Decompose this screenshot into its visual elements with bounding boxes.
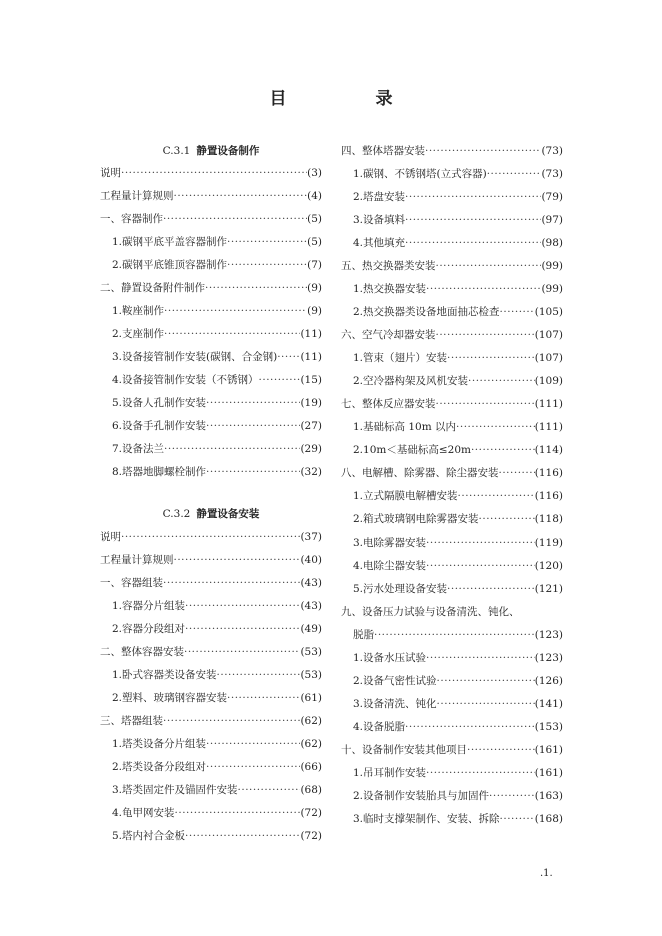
toc-entry bbox=[341, 210, 563, 230]
toc-leader-dots bbox=[205, 278, 307, 298]
toc-entry-page: (99) bbox=[541, 260, 563, 273]
toc-entry bbox=[100, 688, 322, 708]
toc-entry bbox=[100, 462, 322, 482]
toc-leader-dots bbox=[479, 509, 535, 529]
section-heading bbox=[100, 141, 322, 161]
toc-entry bbox=[100, 278, 322, 298]
toc-entry-label: 2.塔盘安装 bbox=[353, 191, 406, 204]
toc-entry-label: 说明 bbox=[100, 167, 121, 179]
toc-entry-label: 3.设备接管制作安装(碳钢、合金钢) bbox=[112, 351, 278, 364]
toc-entry-page: (97) bbox=[541, 214, 563, 227]
toc-entry-page: (62) bbox=[300, 715, 322, 728]
toc-leader-dots bbox=[174, 186, 308, 206]
toc-leader-dots bbox=[487, 164, 542, 184]
toc-leader-dots bbox=[405, 210, 541, 230]
toc-entry bbox=[341, 348, 563, 368]
toc-entry-label: 3.临时支撑架制作、安装、拆除 bbox=[353, 812, 500, 825]
toc-entry-page: (29) bbox=[300, 443, 322, 456]
toc-entry-page: (118) bbox=[534, 513, 563, 526]
toc-entry-label: 8.塔器地脚螺栓制作 bbox=[112, 466, 207, 479]
toc-entry-label: 2.塑料、玻璃钢容器安装 bbox=[112, 692, 228, 705]
page-number: .1. bbox=[540, 868, 553, 879]
toc-entry bbox=[100, 642, 322, 662]
toc-entry bbox=[341, 602, 563, 622]
toc-leader-dots bbox=[185, 619, 300, 639]
toc-entry-label: 2.热交换器类设备地面抽芯检查 bbox=[353, 306, 500, 319]
toc-entry-label: 四、整体塔器安装 bbox=[341, 145, 425, 157]
toc-entry bbox=[341, 556, 563, 576]
toc-entry-label: 4.其他填充 bbox=[353, 237, 406, 250]
section-number: C.3.2 bbox=[162, 508, 191, 520]
toc-entry-label: 3.电除雾器安装 bbox=[353, 536, 427, 549]
toc-entry-label: 1.管束（翅片）安装 bbox=[353, 352, 448, 365]
toc-entry-page: (49) bbox=[300, 623, 322, 636]
toc-entry-label: 2.设备制作安装胎具与加固件 bbox=[353, 789, 490, 802]
toc-leader-dots bbox=[447, 579, 535, 599]
toc-entry-label: 一、容器制作 bbox=[100, 213, 163, 226]
toc-entry-label: 1.热交换器安装 bbox=[353, 283, 427, 296]
toc-entry-page: (73) bbox=[541, 168, 563, 181]
toc-leader-dots bbox=[447, 348, 535, 368]
toc-entry-page: (11) bbox=[300, 328, 322, 341]
toc-entry bbox=[341, 579, 563, 599]
toc-entry-page: (72) bbox=[300, 830, 322, 843]
toc-entry-page: (111) bbox=[534, 398, 563, 411]
toc-entry-page: (19) bbox=[300, 397, 322, 410]
toc-entry-page: (37) bbox=[300, 531, 322, 543]
toc-entry bbox=[341, 371, 563, 391]
toc-leader-dots bbox=[426, 763, 535, 783]
toc-entry-label: 6.设备手孔制作安装 bbox=[112, 420, 207, 433]
toc-entry bbox=[341, 187, 563, 207]
toc-entry bbox=[341, 786, 563, 806]
toc-leader-dots bbox=[185, 826, 300, 846]
toc-entry-page: (43) bbox=[300, 577, 322, 590]
toc-entry bbox=[100, 347, 322, 367]
toc-entry-label: 2.箱式玻璃钢电除雾器安装 bbox=[353, 513, 479, 526]
toc-leader-dots bbox=[164, 324, 300, 344]
toc-entry-page: (116) bbox=[534, 467, 563, 480]
toc-entry-page: (43) bbox=[300, 600, 322, 613]
toc-entry bbox=[341, 279, 563, 299]
toc-entry-label: 十、设备制作安装其他项目 bbox=[341, 743, 467, 756]
toc-entry-page: (123) bbox=[534, 651, 563, 664]
toc-entry-page: (111) bbox=[534, 421, 563, 434]
toc-leader-dots bbox=[405, 717, 535, 737]
toc-entry-page: (3) bbox=[307, 167, 322, 179]
toc-leader-dots bbox=[227, 255, 307, 275]
toc-entry bbox=[100, 370, 322, 390]
toc-entry-label: 4.设备接管制作安装（不锈钢） bbox=[112, 374, 259, 387]
toc-leader-dots bbox=[163, 209, 307, 229]
toc-entry bbox=[100, 803, 322, 823]
toc-entry-label: 二、整体容器安装 bbox=[100, 646, 184, 659]
toc-entry-label: 7.设备法兰 bbox=[112, 443, 165, 456]
toc-entry bbox=[341, 763, 563, 783]
toc-entry-label: 脱脂 bbox=[353, 628, 374, 641]
toc-entry bbox=[341, 302, 563, 322]
toc-entry bbox=[100, 324, 322, 344]
page-title: 目 录 bbox=[269, 89, 429, 109]
toc-entry-label: 一、容器组装 bbox=[100, 577, 163, 590]
toc-entry-page: (4) bbox=[307, 190, 322, 203]
toc-entry-label: 二、静置设备附件制作 bbox=[100, 282, 205, 295]
toc-leader-dots bbox=[426, 556, 535, 576]
toc-entry-page: (126) bbox=[534, 674, 563, 687]
toc-entry-label: 2.空冷器构架及风机安装 bbox=[353, 375, 469, 388]
toc-entry bbox=[341, 486, 563, 506]
toc-leader-dots bbox=[217, 665, 301, 685]
toc-entry bbox=[100, 393, 322, 413]
toc-entry-label: 5.塔内衬合金板 bbox=[112, 830, 186, 843]
toc-entry bbox=[341, 671, 563, 691]
toc-leader-dots bbox=[206, 462, 300, 482]
toc-entry-page: (114) bbox=[534, 444, 563, 457]
toc-entry bbox=[100, 416, 322, 436]
toc-entry-label: 工程量计算规则 bbox=[100, 190, 174, 203]
toc-entry bbox=[100, 439, 322, 459]
toc-entry-label: 1.碳钢平底平盖容器制作 bbox=[112, 236, 228, 249]
toc-entry-page: (68) bbox=[300, 784, 322, 797]
toc-entry-page: (109) bbox=[534, 375, 563, 388]
toc-entry-page: (99) bbox=[541, 283, 563, 296]
toc-entry-label: 1.立式隔膜电解槽安装 bbox=[353, 490, 458, 503]
toc-entry-page: (5) bbox=[307, 236, 322, 249]
toc-leader-dots bbox=[426, 279, 541, 299]
toc-entry-page: (62) bbox=[300, 738, 322, 751]
toc-entry-label: 3.设备填料 bbox=[353, 214, 406, 227]
toc-entry bbox=[341, 463, 563, 483]
toc-entry-label: 3.设备清洗、钝化 bbox=[353, 697, 437, 710]
toc-leader-dots bbox=[436, 394, 535, 414]
toc-leader-dots bbox=[277, 347, 300, 367]
toc-leader-dots bbox=[206, 757, 300, 777]
toc-entry-label: 3.塔类固定件及锚固件安装 bbox=[112, 784, 238, 797]
toc-entry bbox=[341, 509, 563, 529]
toc-entry-page: (116) bbox=[534, 490, 563, 503]
toc-entry-page: (73) bbox=[541, 145, 563, 157]
toc-entry-label: 4.龟甲网安装 bbox=[112, 807, 175, 820]
toc-entry-page: (7) bbox=[307, 259, 322, 272]
toc-leader-dots bbox=[184, 642, 300, 662]
toc-entry-label: 九、设备压力试验与设备清洗、钝化、 bbox=[341, 605, 520, 618]
toc-leader-dots bbox=[426, 648, 535, 668]
toc-entry-page: (27) bbox=[300, 420, 322, 433]
toc-leader-dots bbox=[436, 256, 542, 276]
toc-leader-dots bbox=[456, 417, 535, 437]
toc-entry-label: 1.容器分片组装 bbox=[112, 600, 186, 613]
toc-entry-page: (161) bbox=[534, 743, 563, 756]
toc-entry-page: (79) bbox=[541, 191, 563, 204]
toc-entry-label: 1.卧式容器类设备安装 bbox=[112, 669, 217, 682]
toc-entry-page: (123) bbox=[534, 628, 563, 641]
toc-leader-dots bbox=[468, 371, 535, 391]
toc-entry-label: 七、整体反应器安装 bbox=[341, 398, 436, 411]
toc-entry-label: 1.设备水压试验 bbox=[353, 651, 427, 664]
toc-entry-label: 五、热交换器类安装 bbox=[341, 260, 436, 273]
toc-entry bbox=[100, 665, 322, 685]
toc-leader-dots bbox=[467, 740, 535, 760]
toc-entry bbox=[341, 740, 563, 760]
section-number: C.3.1 bbox=[162, 145, 191, 157]
toc-leader-dots bbox=[500, 809, 535, 829]
toc-leader-dots bbox=[405, 233, 541, 253]
toc-entry-page: (120) bbox=[534, 559, 563, 572]
section-title: 静置设备安装 bbox=[196, 508, 260, 520]
toc-entry-label: 1.鞍座制作 bbox=[112, 305, 165, 318]
toc-entry-label: 1.基础标高 10m 以内 bbox=[353, 421, 457, 434]
toc-entry-page: (153) bbox=[534, 720, 563, 733]
toc-entry bbox=[100, 255, 322, 275]
toc-entry-page: (15) bbox=[300, 374, 322, 387]
toc-leader-dots bbox=[405, 187, 541, 207]
toc-entry-page: (53) bbox=[300, 646, 322, 659]
toc-entry-label: 三、塔器组装 bbox=[100, 715, 163, 728]
toc-entry-page: (9) bbox=[307, 305, 322, 318]
toc-leader-dots bbox=[175, 803, 301, 823]
toc-entry bbox=[341, 164, 563, 184]
toc-leader-dots bbox=[206, 416, 300, 436]
toc-entry-label: 2.10m＜基础标高≤20m bbox=[353, 444, 471, 457]
toc-leader-dots bbox=[206, 734, 300, 754]
toc-entry bbox=[100, 527, 322, 547]
toc-entry-label: 八、电解槽、除雾器、除尘器安装 bbox=[341, 467, 499, 480]
toc-entry-page: (119) bbox=[534, 536, 563, 549]
toc-entry bbox=[341, 440, 563, 460]
toc-leader-dots bbox=[164, 439, 300, 459]
toc-entry-page: (11) bbox=[300, 351, 322, 364]
toc-entry bbox=[341, 648, 563, 668]
toc-entry-label: 1.塔类设备分片组装 bbox=[112, 738, 207, 751]
toc-entry-label: 2.碳钢平底锥顶容器制作 bbox=[112, 259, 228, 272]
toc-entry bbox=[100, 550, 322, 570]
toc-leader-dots bbox=[227, 232, 307, 252]
toc-entry-page: (161) bbox=[534, 766, 563, 779]
toc-leader-dots bbox=[437, 694, 535, 714]
toc-entry-label: 2.设备气密性试验 bbox=[353, 674, 437, 687]
toc-entry bbox=[100, 186, 322, 206]
toc-entry-page: (98) bbox=[541, 237, 563, 250]
toc-entry-label: 5.污水处理设备安装 bbox=[353, 582, 448, 595]
toc-entry-page: (40) bbox=[300, 554, 322, 567]
toc-leader-dots bbox=[426, 533, 535, 553]
toc-entry bbox=[100, 711, 322, 731]
toc-entry bbox=[100, 826, 322, 846]
toc-entry-label: 4.设备脱脂 bbox=[353, 720, 406, 733]
toc-entry-label: 2.容器分段组对 bbox=[112, 623, 186, 636]
toc-entry-label: 1.碳钢、不锈钢塔(立式容器) bbox=[353, 168, 487, 181]
toc-entry-page: (141) bbox=[534, 697, 563, 710]
toc-entry bbox=[341, 325, 563, 345]
toc-entry bbox=[100, 301, 322, 321]
toc-leader-dots bbox=[163, 711, 300, 731]
toc-entry bbox=[100, 209, 322, 229]
toc-leader-dots bbox=[499, 463, 535, 483]
toc-entry bbox=[341, 417, 563, 437]
toc-leader-dots bbox=[121, 163, 307, 183]
toc-entry-page: (5) bbox=[307, 213, 322, 226]
toc-leader-dots bbox=[164, 301, 307, 321]
toc-entry-page: (107) bbox=[534, 329, 563, 342]
toc-entry bbox=[341, 256, 563, 276]
toc-entry bbox=[100, 757, 322, 777]
toc-entry bbox=[341, 141, 563, 161]
toc-entry bbox=[100, 780, 322, 800]
toc-entry-page: (163) bbox=[534, 789, 563, 802]
toc-entry bbox=[100, 573, 322, 593]
toc-entry bbox=[100, 163, 322, 183]
toc-entry-label: 2.塔类设备分段组对 bbox=[112, 761, 207, 774]
section-heading bbox=[100, 504, 322, 524]
toc-entry-page: (9) bbox=[307, 282, 322, 295]
toc-entry-label: 说明 bbox=[100, 531, 121, 543]
toc-entry bbox=[341, 717, 563, 737]
toc-entry-page: (107) bbox=[534, 352, 563, 365]
toc-entry bbox=[341, 533, 563, 553]
toc-entry-label: 2.支座制作 bbox=[112, 328, 165, 341]
toc-entry bbox=[341, 625, 563, 645]
toc-leader-dots bbox=[489, 786, 535, 806]
toc-entry-page: (61) bbox=[300, 692, 322, 705]
toc-entry bbox=[100, 619, 322, 639]
toc-leader-dots bbox=[500, 302, 535, 322]
toc-entry bbox=[341, 394, 563, 414]
toc-leader-dots bbox=[238, 780, 301, 800]
toc-entry bbox=[100, 596, 322, 616]
toc-leader-dots bbox=[437, 671, 535, 691]
toc-entry-page: (72) bbox=[300, 807, 322, 820]
toc-entry-page: (105) bbox=[534, 306, 563, 319]
toc-entry bbox=[341, 694, 563, 714]
toc-entry-label: 工程量计算规则 bbox=[100, 554, 174, 567]
toc-entry-label: 5.设备人孔制作安装 bbox=[112, 397, 207, 410]
toc-leader-dots bbox=[174, 550, 301, 570]
toc-entry bbox=[100, 734, 322, 754]
toc-leader-dots bbox=[163, 573, 300, 593]
toc-leader-dots bbox=[425, 141, 541, 161]
toc-entry-page: (168) bbox=[534, 812, 563, 825]
toc-leader-dots bbox=[374, 625, 535, 645]
toc-entry bbox=[341, 809, 563, 829]
toc-entry bbox=[100, 232, 322, 252]
toc-leader-dots bbox=[227, 688, 300, 708]
toc-leader-dots bbox=[436, 325, 535, 345]
toc-leader-dots bbox=[471, 440, 535, 460]
toc-entry-label: 4.电除尘器安装 bbox=[353, 559, 427, 572]
section-title: 静置设备制作 bbox=[196, 145, 260, 157]
toc-leader-dots bbox=[259, 370, 301, 390]
toc-entry-label: 1.吊耳制作安装 bbox=[353, 766, 427, 779]
toc-leader-dots bbox=[185, 596, 300, 616]
toc-entry-page: (53) bbox=[300, 669, 322, 682]
toc-leader-dots bbox=[206, 393, 300, 413]
toc-leader-dots bbox=[121, 527, 300, 547]
toc-entry-page: (121) bbox=[534, 582, 563, 595]
toc-entry-page: (66) bbox=[300, 761, 322, 774]
toc-entry bbox=[341, 233, 563, 253]
toc-leader-dots bbox=[458, 486, 535, 506]
toc-entry-page: (32) bbox=[300, 466, 322, 479]
toc-entry-label: 六、空气冷却器安装 bbox=[341, 329, 436, 342]
